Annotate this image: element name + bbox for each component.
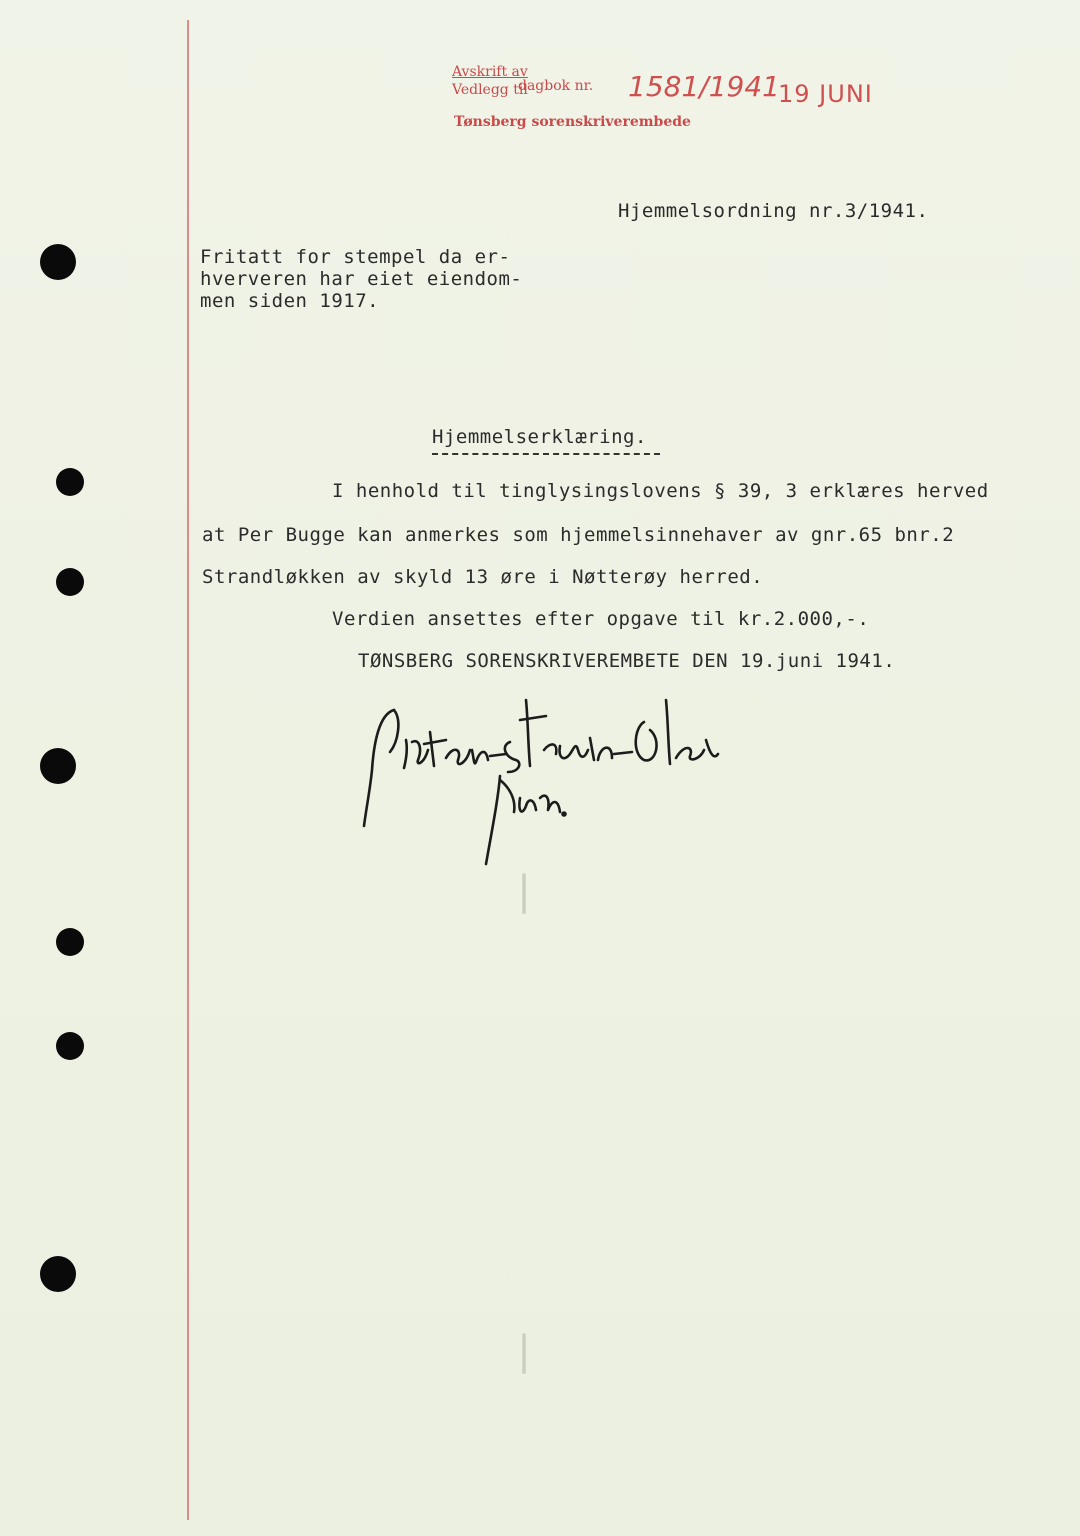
punch-hole [40,244,76,280]
stamp-office-name: Tønsberg sorenskriverembede [454,114,691,130]
stamp-date: 19 JUNI [778,80,873,108]
body-line-4: Verdien ansettes efter opgave til kr.2.000,-. [332,608,870,630]
ordning-number: Hjemmelsordning nr.3/1941. [618,200,929,222]
punch-hole [40,748,76,784]
punch-hole [56,928,84,956]
heading-underline [432,453,660,455]
handwritten-signature [350,680,730,880]
stamp-exemption-line-2: hververen har eiet eiendom- [200,268,523,290]
punch-hole [56,568,84,596]
stamp-dagbok-label: dagbok nr. [518,78,594,94]
faint-bleedthrough-mark: | [512,868,537,914]
stamp-exemption-line-1: Fritatt for stempel da er- [200,246,511,268]
stamp-handwritten-number: 1581/1941 [628,70,780,103]
registry-stamp [452,64,912,144]
body-line-2: at Per Bugge kan anmerkes som hjemmelsinnehaver av gnr.65 bnr.2 [202,524,955,546]
stamp-vedlegg-label: Vedlegg til [452,82,528,98]
punch-hole [56,1032,84,1060]
stamp-exemption-line-3: men siden 1917. [200,290,380,312]
document-heading: Hjemmelserklæring. [432,426,647,448]
body-line-1: I henhold til tinglysingslovens § 39, 3 erklæres herved [332,480,989,502]
punch-hole [56,468,84,496]
body-line-5: TØNSBERG SORENSKRIVEREMBETE DEN 19.juni 1941. [358,650,896,672]
red-margin-line [187,20,189,1520]
stamp-avskrift-label: Avskrift av [452,64,528,80]
punch-hole [40,1256,76,1292]
body-line-3: Strandløkken av skyld 13 øre i Nøtterøy herred. [202,566,764,588]
faint-bleedthrough-mark: | [512,1328,537,1374]
